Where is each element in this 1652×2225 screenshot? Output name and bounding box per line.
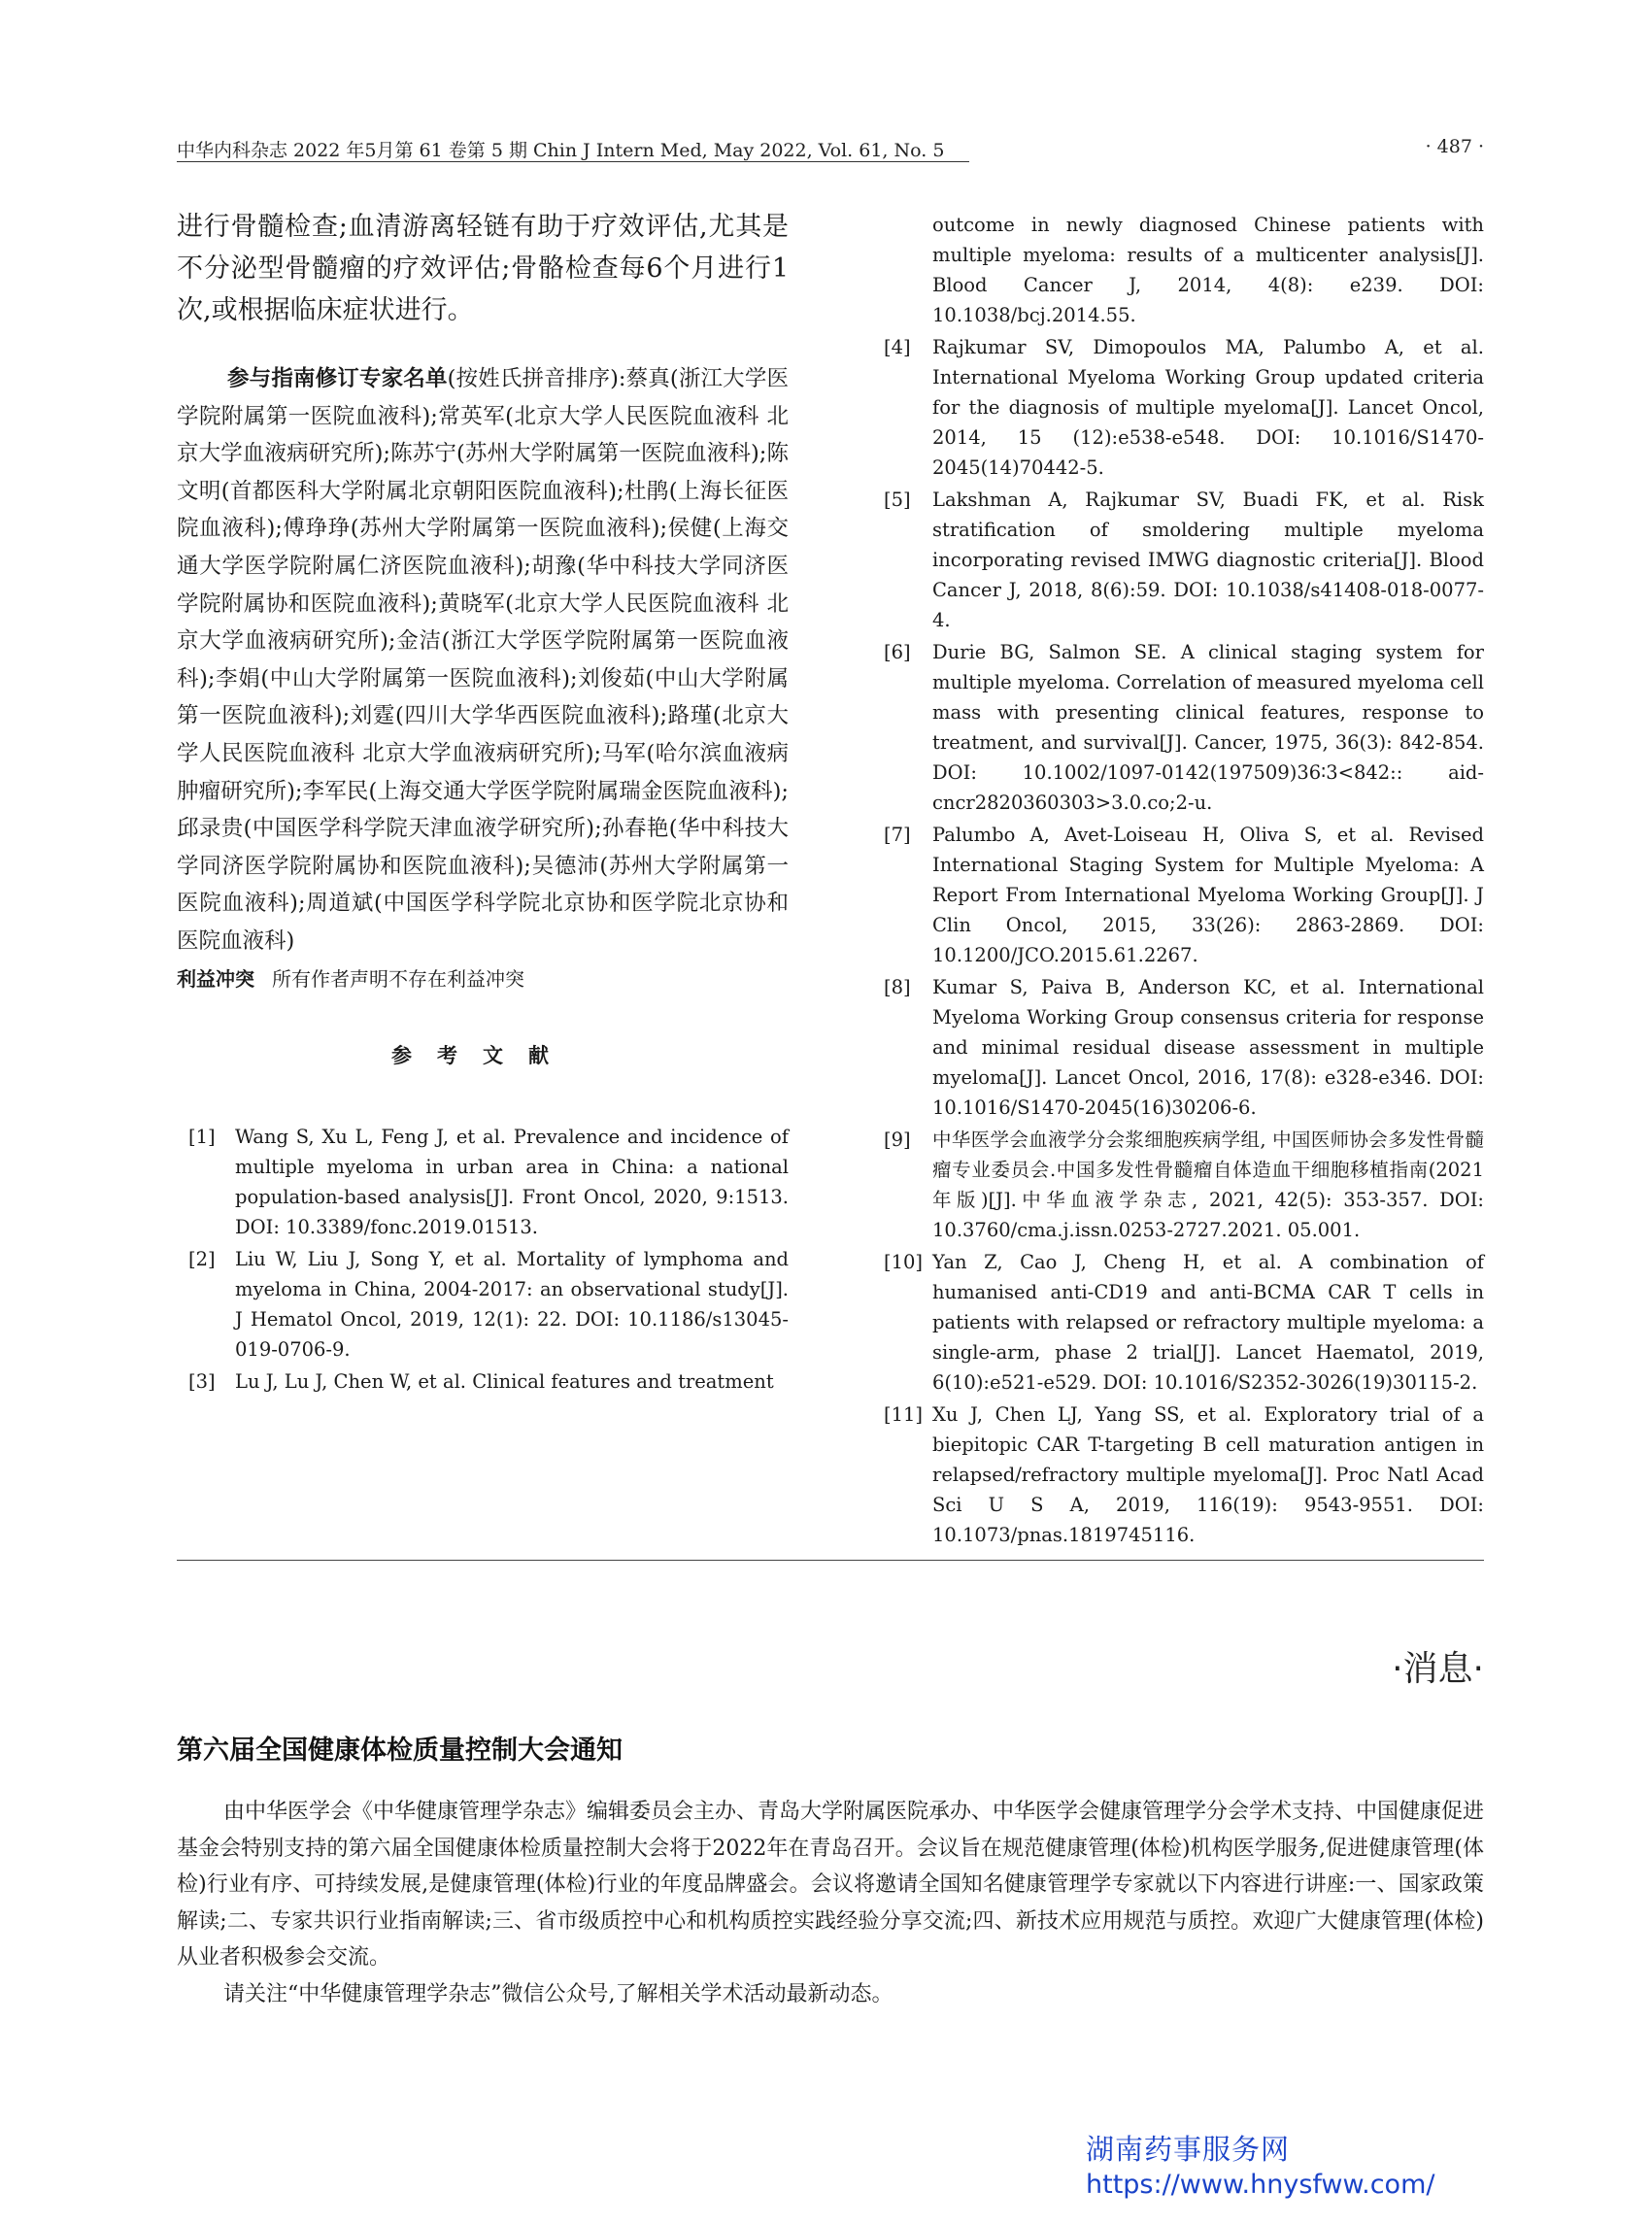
reference-text: Kumar S, Paiva B, Anderson KC, et al. International Myeloma Working Group consensus criteria for response and minimal residual disease assessment in multiple myeloma[J]. Lancet Oncol, 2016, 17(8): e328-e346. DOI: 10.1016/S1470-2045(16)30206-6. xyxy=(932,976,1484,1119)
conflict-text: 所有作者声明不存在利益冲突 xyxy=(272,966,524,991)
conflict-statement xyxy=(177,964,789,994)
reference-item xyxy=(874,1247,1484,1398)
reference-continuation: outcome in newly diagnosed Chinese patients with multiple myeloma: results of a multicenter analysis[J]. Blood Cancer J, 2014, 4(8): e239. DOI: 10.1038/bcj.2014.55. xyxy=(932,214,1484,326)
reference-item xyxy=(874,637,1484,818)
notice-paragraph: 由中华医学会《中华健康管理学杂志》编辑委员会主办、青岛大学附属医院承办、中华医学会健康管理学分会学术支持、中国健康促进基金会特别支持的第六届全国健康体检质量控制大会将于2022年在青岛召开。会议旨在规范健康管理(体检)机构医学服务,促进健康管理(体检)行业有序、可持续发展,是健康管理(体检)行业的年度品牌盛会。会议将邀请全国知名健康管理学专家就以下内容进行讲座:一、国家政策解读;二、专家共识行业指南解读;三、省市级质控中心和机构质控实践经验分享交流;四、新技术应用规范与质控。欢迎广大健康管理(体检)从业者积极参会交流。 xyxy=(177,1800,1485,1971)
reference-number: [7] xyxy=(884,824,911,846)
header-rule xyxy=(177,161,969,162)
reference-text: 中华医学会血液学分会浆细胞疾病学组, 中国医师协会多发性骨髓瘤专业委员会.中国多发性骨髓瘤自体造血干细胞移植指南(2021年版)[J].中华血液学杂志, 2021, 42(5): 353-357. DOI: 10.3760/cma.j.issn.0253-2727.2021. 05.001. xyxy=(932,1129,1484,1241)
reference-item xyxy=(874,820,1484,970)
watermark-url[interactable]: https://www.hnysfww.com/ xyxy=(1086,2170,1435,2200)
reference-text: Liu W, Liu J, Song Y, et al. Mortality of lymphoma and myeloma in China, 2004-2017: an observational study[J]. J Hematol Oncol, 2019, 12(1): 22. DOI: 10.1186/s13045-019-0706-9. xyxy=(235,1247,789,1361)
running-header xyxy=(177,132,1484,165)
journal-header: 中华内科杂志 2022 年5月第 61 卷第 5 期 Chin J Intern Med, May 2022, Vol. 61, No. 5 xyxy=(177,140,945,161)
watermark xyxy=(1086,2131,1434,2203)
notice-title: 第六届全国健康体检质量控制大会通知 xyxy=(177,1736,623,1766)
reference-number: [4] xyxy=(884,336,911,358)
reference-number: [11] xyxy=(884,1403,924,1426)
reference-text: Lakshman A, Rajkumar SV, Buadi FK, et al. Risk stratification of smoldering multiple myeloma incorporating revised IMWG diagnostic criteria[J]. Blood Cancer J, 2018, 8(6):59. DOI: 10.1038/s41408-018-0077-4. xyxy=(932,489,1484,631)
section-divider xyxy=(177,1560,1484,1561)
reference-item xyxy=(874,1399,1484,1550)
reference-number: [2] xyxy=(188,1247,216,1270)
reference-number: [9] xyxy=(884,1129,911,1151)
references-heading: 参考文献 xyxy=(391,1043,574,1067)
notice-body xyxy=(177,1794,1484,2013)
reference-text: Lu J, Lu J, Chen W, et al. Clinical features and treatment xyxy=(235,1369,774,1393)
reference-text: Yan Z, Cao J, Cheng H, et al. A combination of humanised anti-CD19 and anti-BCMA CAR T cells in patients with relapsed or refractory multiple myeloma: a single-arm, phase 2 trial[J]. Lancet Haematol, 2019, 6(10):e521-e529. DOI: 10.1016/S2352-3026(19)30115-2. xyxy=(932,1251,1484,1394)
reference-item xyxy=(177,1244,789,1365)
conflict-label: 利益冲突 xyxy=(177,966,254,991)
reference-item xyxy=(177,1122,789,1242)
left-column xyxy=(177,206,789,1399)
page-number: · 487 · xyxy=(1425,136,1484,157)
reference-number: [8] xyxy=(884,976,911,998)
notice-paragraph: 请关注“中华健康管理学杂志”微信公众号,了解相关学术活动最新动态。 xyxy=(223,1981,893,2006)
experts-label: 参与指南修订专家名单 xyxy=(227,366,448,391)
reference-item xyxy=(874,1125,1484,1245)
reference-item xyxy=(874,485,1484,635)
reference-text: Durie BG, Salmon SE. A clinical staging system for multiple myeloma. Correlation of measured myeloma cell mass with presenting clinical features, response to treatment, and survival[J]. Cancer, 1975, 36(3): 842-854. DOI: 10.1002/1097-0142(197509)36∶3<842:: aid-cncr2820360303>3.0.co;2-u. xyxy=(932,641,1484,814)
experts-text: (按姓氏拼音排序):蔡真(浙江大学医学院附属第一医院血液科);常英军(北京大学人民医院血液科 北京大学血液病研究所);陈苏宁(苏州大学附属第一医院血液科);陈文明(首都医科大学附属北京朝阳医院血液科);杜鹃(上海长征医院血液科);傅琤琤(苏州大学附属第一医院血液科);侯健(上海交通大学医学院附属仁济医院血液科);胡豫(华中科技大学同济医学院附属协和医院血液科);黄晓军(北京大学人民医院血液科 北京大学血液病研究所);金洁(浙江大学医学院附属第一医院血液科);李娟(中山大学附属第一医院血液科);刘俊茹(中山大学附属第一医院血液科);刘霆(四川大学华西医院血液科);路瑾(北京大学人民医院血液科 北京大学血液病研究所);马军(哈尔滨血液病肿瘤研究所);李军民(上海交通大学医学院附属瑞金医院血液科);邱录贵(中国医学科学院天津血液学研究所);孙春艳(华中科技大学同济医学院附属协和医院血液科);吴德沛(苏州大学附属第一医院血液科);周道斌(中国医学科学院北京协和医学院北京协和医院血液科) xyxy=(177,366,789,954)
experts-list xyxy=(177,360,789,961)
reference-item xyxy=(177,1366,789,1397)
reference-text: Rajkumar SV, Dimopoulos MA, Palumbo A, et al. International Myeloma Working Group updated criteria for the diagnosis of multiple myeloma[J]. Lancet Oncol, 2014, 15 (12):e538-e548. DOI: 10.1016/S1470-2045(14)70442-5. xyxy=(932,336,1484,479)
reference-text: Wang S, Xu L, Feng J, et al. Prevalence and incidence of multiple myeloma in urban area in China: a national population-based analysis[J]. Front Oncol, 2020, 9:1513. DOI: 10.3389/fonc.2019.01513. xyxy=(235,1125,789,1238)
news-tag: ·消息· xyxy=(1392,1649,1484,1689)
reference-number: [1] xyxy=(188,1125,216,1148)
reference-number: [10] xyxy=(884,1251,924,1273)
reference-number: [3] xyxy=(188,1369,216,1393)
right-column xyxy=(874,210,1484,1552)
reference-text: Palumbo A, Avet-Loiseau H, Oliva S, et al. Revised International Staging System for Multiple Myeloma: A Report From International Myeloma Working Group[J]. J Clin Oncol, 2015, 33(26): 2863-2869. DOI: 10.1200/JCO.2015.61.2267. xyxy=(932,824,1484,966)
body-paragraph: 进行骨髓检查;血清游离轻链有助于疗效评估,尤其是不分泌型骨髓瘤的疗效评估;骨骼检查每6个月进行1次,或根据临床症状进行。 xyxy=(177,212,789,325)
watermark-site-name: 湖南药事服务网 xyxy=(1086,2133,1291,2166)
reference-item xyxy=(874,972,1484,1123)
reference-number: [5] xyxy=(884,489,911,511)
reference-number: [6] xyxy=(884,641,911,663)
reference-text: Xu J, Chen LJ, Yang SS, et al. Exploratory trial of a biepitopic CAR T-targeting B cell maturation antigen in relapsed/refractory multiple myeloma[J]. Proc Natl Acad Sci U S A, 2019, 116(19): 9543-9551. DOI: 10.1073/pnas.1819745116. xyxy=(932,1403,1484,1546)
reference-item xyxy=(874,332,1484,483)
